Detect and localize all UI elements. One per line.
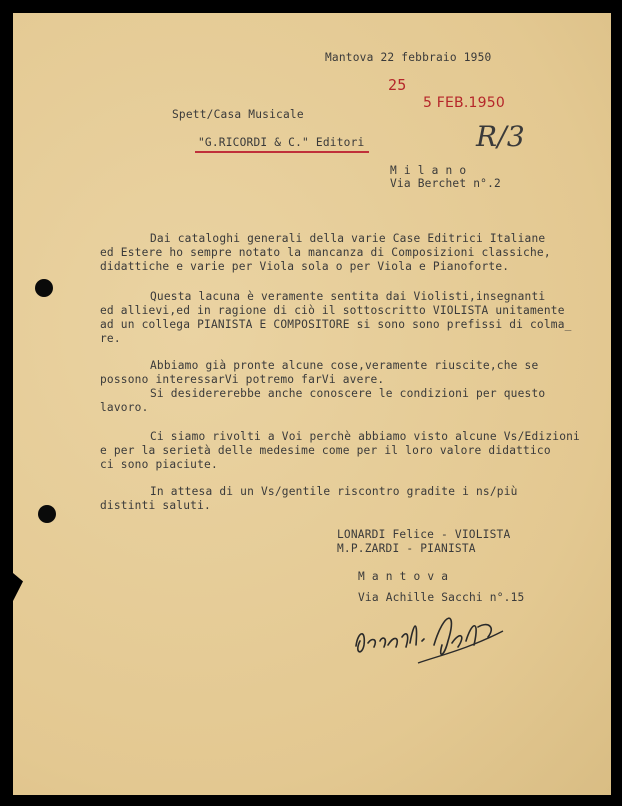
paragraph-line: Dai cataloghi generali della varie Case Editrici Italiane bbox=[150, 232, 546, 245]
punch-hole-bottom bbox=[38, 505, 56, 523]
punch-hole-top bbox=[35, 279, 53, 297]
paragraph-line: didattiche e varie per Viola sola o per Viola e Pianoforte. bbox=[100, 260, 510, 273]
sender-street: Via Achille Sacchi n°.15 bbox=[358, 591, 525, 604]
recipient-street: Via Berchet n°.2 bbox=[390, 177, 501, 190]
recipient-line1: Spett/Casa Musicale bbox=[172, 108, 304, 121]
paragraph-line: lavoro. bbox=[100, 401, 149, 414]
paragraph-line: ed Estere ho sempre notato la mancanza di Composizioni classiche, bbox=[100, 246, 551, 259]
sender-line1: LONARDI Felice - VIOLISTA bbox=[337, 528, 511, 541]
paragraph-line: ci sono piaciute. bbox=[100, 458, 218, 471]
letter-page bbox=[13, 13, 611, 795]
sender-city: M a n t o v a bbox=[358, 570, 449, 583]
letter-date: Mantova 22 febbraio 1950 bbox=[325, 51, 492, 64]
handwritten-mark: R/3 bbox=[476, 120, 525, 153]
paragraph-line: distinti saluti. bbox=[100, 499, 211, 512]
paragraph-line: ad un collega PIANISTA E COMPOSITORE si sono sono prefissi di colma_ bbox=[100, 318, 572, 331]
paragraph-line: ed allievi,ed in ragione di ciò il sottoscritto VIOLISTA unitamente bbox=[100, 304, 565, 317]
paragraph-line: In attesa di un Vs/gentile riscontro gradite i ns/più bbox=[150, 485, 518, 498]
paragraph-line: Si desidererebbe anche conoscere le condizioni per questo bbox=[150, 387, 546, 400]
paragraph-line: Questa lacuna è veramente sentita dai Violisti,insegnanti bbox=[150, 290, 546, 303]
paragraph-line: possono interessarVi potremo farVi avere. bbox=[100, 373, 385, 386]
recipient-city: M i l a n o bbox=[390, 164, 467, 177]
stamp-number: 25 bbox=[388, 76, 407, 94]
paragraph-line: Ci siamo rivolti a Voi perchè abbiamo visto alcune Vs/Edizioni bbox=[150, 430, 580, 443]
recipient-line2: "G.RICORDI & C." Editori bbox=[198, 136, 365, 149]
page-edge-notch bbox=[13, 573, 23, 601]
recipient-underline bbox=[195, 151, 369, 153]
paragraph-line: Abbiamo già pronte alcune cose,veramente riuscite,che se bbox=[150, 359, 539, 372]
paragraph-line: e per la serietà delle medesime come per il loro valore didattico bbox=[100, 444, 551, 457]
sender-line2: M.P.ZARDI - PIANISTA bbox=[337, 542, 476, 555]
stamp-date: 5 FEB.1950 bbox=[423, 95, 505, 111]
paragraph-line: re. bbox=[100, 332, 121, 345]
handwritten-signature bbox=[348, 601, 518, 671]
